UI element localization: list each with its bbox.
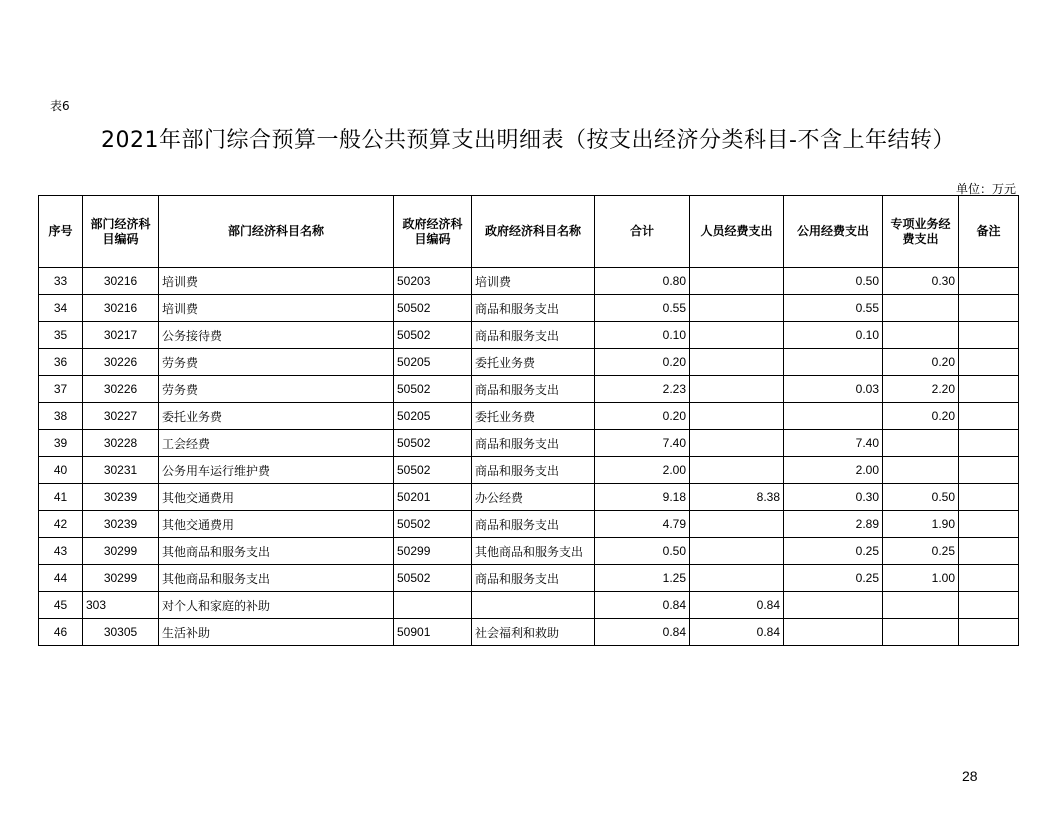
cell-public	[784, 592, 883, 619]
cell-total: 2.00	[595, 457, 690, 484]
cell-gov-code: 50502	[394, 430, 472, 457]
cell-dept-code: 30239	[83, 484, 159, 511]
table-row	[39, 403, 1019, 430]
cell-personnel	[690, 565, 784, 592]
cell-gov-name: 委托业务费	[472, 349, 595, 376]
cell-personnel	[690, 538, 784, 565]
cell-personnel: 0.84	[690, 619, 784, 646]
table-row	[39, 376, 1019, 403]
cell-remark	[959, 376, 1019, 403]
cell-seq: 33	[39, 268, 83, 295]
cell-gov-code: 50203	[394, 268, 472, 295]
table-row	[39, 457, 1019, 484]
cell-seq: 40	[39, 457, 83, 484]
table-row	[39, 511, 1019, 538]
cell-seq: 38	[39, 403, 83, 430]
cell-public: 0.25	[784, 565, 883, 592]
cell-public: 0.50	[784, 268, 883, 295]
cell-special: 0.25	[883, 538, 959, 565]
cell-dept-name: 对个人和家庭的补助	[159, 592, 394, 619]
cell-seq: 43	[39, 538, 83, 565]
cell-seq: 42	[39, 511, 83, 538]
table-row	[39, 538, 1019, 565]
cell-total: 0.55	[595, 295, 690, 322]
cell-remark	[959, 538, 1019, 565]
table-row	[39, 322, 1019, 349]
cell-dept-name: 培训费	[159, 268, 394, 295]
cell-public: 0.55	[784, 295, 883, 322]
cell-special	[883, 295, 959, 322]
cell-total: 1.25	[595, 565, 690, 592]
cell-gov-code: 50502	[394, 511, 472, 538]
cell-gov-name: 其他商品和服务支出	[472, 538, 595, 565]
header-seq: 序号	[39, 196, 83, 268]
cell-dept-name: 劳务费	[159, 349, 394, 376]
cell-gov-name: 商品和服务支出	[472, 376, 595, 403]
table-row	[39, 430, 1019, 457]
cell-personnel	[690, 403, 784, 430]
cell-gov-code: 50502	[394, 295, 472, 322]
header-personnel: 人员经费支出	[690, 196, 784, 268]
header-public: 公用经费支出	[784, 196, 883, 268]
cell-personnel: 8.38	[690, 484, 784, 511]
cell-gov-name: 商品和服务支出	[472, 511, 595, 538]
cell-public	[784, 619, 883, 646]
cell-gov-name: 商品和服务支出	[472, 322, 595, 349]
cell-gov-code: 50502	[394, 322, 472, 349]
cell-dept-name: 其他商品和服务支出	[159, 538, 394, 565]
cell-seq: 45	[39, 592, 83, 619]
document-title: 2021年部门综合预算一般公共预算支出明细表（按支出经济分类科目-不含上年结转）	[101, 128, 955, 153]
cell-remark	[959, 619, 1019, 646]
table-row	[39, 565, 1019, 592]
cell-gov-name: 商品和服务支出	[472, 430, 595, 457]
cell-special	[883, 619, 959, 646]
cell-remark	[959, 565, 1019, 592]
cell-dept-name: 其他交通费用	[159, 484, 394, 511]
cell-dept-code: 30239	[83, 511, 159, 538]
cell-total: 0.10	[595, 322, 690, 349]
cell-total: 7.40	[595, 430, 690, 457]
cell-seq: 35	[39, 322, 83, 349]
header-gov-code: 政府经济科目编码	[394, 196, 472, 268]
table-label: 表6	[50, 99, 70, 113]
cell-gov-code	[394, 592, 472, 619]
cell-gov-name: 办公经费	[472, 484, 595, 511]
cell-special	[883, 322, 959, 349]
cell-personnel	[690, 457, 784, 484]
cell-total: 0.84	[595, 619, 690, 646]
cell-remark	[959, 592, 1019, 619]
cell-special: 0.50	[883, 484, 959, 511]
cell-gov-name: 培训费	[472, 268, 595, 295]
cell-dept-code: 30226	[83, 349, 159, 376]
cell-public: 0.03	[784, 376, 883, 403]
cell-public: 2.89	[784, 511, 883, 538]
cell-personnel: 0.84	[690, 592, 784, 619]
cell-gov-code: 50205	[394, 349, 472, 376]
table-row	[39, 295, 1019, 322]
table-row	[39, 484, 1019, 511]
cell-gov-code: 50901	[394, 619, 472, 646]
cell-special: 0.20	[883, 403, 959, 430]
table-header-row	[39, 196, 1019, 268]
cell-dept-name: 其他交通费用	[159, 511, 394, 538]
budget-table	[38, 195, 1019, 646]
cell-total: 0.20	[595, 349, 690, 376]
cell-special: 0.30	[883, 268, 959, 295]
cell-seq: 44	[39, 565, 83, 592]
cell-dept-code: 30299	[83, 538, 159, 565]
cell-special: 1.90	[883, 511, 959, 538]
cell-seq: 37	[39, 376, 83, 403]
cell-gov-code: 50201	[394, 484, 472, 511]
cell-personnel	[690, 430, 784, 457]
cell-public	[784, 403, 883, 430]
cell-dept-code: 30217	[83, 322, 159, 349]
cell-special: 0.20	[883, 349, 959, 376]
cell-public: 7.40	[784, 430, 883, 457]
page-number: 28	[962, 768, 978, 784]
cell-special	[883, 592, 959, 619]
cell-dept-name: 培训费	[159, 295, 394, 322]
header-remark: 备注	[959, 196, 1019, 268]
cell-dept-name: 生活补助	[159, 619, 394, 646]
table-body	[39, 268, 1019, 646]
cell-personnel	[690, 376, 784, 403]
cell-total: 2.23	[595, 376, 690, 403]
cell-dept-name: 工会经费	[159, 430, 394, 457]
cell-seq: 46	[39, 619, 83, 646]
cell-seq: 39	[39, 430, 83, 457]
cell-gov-name: 委托业务费	[472, 403, 595, 430]
header-dept-name: 部门经济科目名称	[159, 196, 394, 268]
cell-total: 0.84	[595, 592, 690, 619]
header-dept-code: 部门经济科目编码	[83, 196, 159, 268]
table-row	[39, 592, 1019, 619]
cell-public: 0.25	[784, 538, 883, 565]
cell-dept-name: 公务接待费	[159, 322, 394, 349]
cell-dept-code: 30226	[83, 376, 159, 403]
cell-gov-name: 社会福利和救助	[472, 619, 595, 646]
cell-personnel	[690, 268, 784, 295]
cell-remark	[959, 457, 1019, 484]
cell-personnel	[690, 322, 784, 349]
cell-personnel	[690, 295, 784, 322]
header-gov-name: 政府经济科目名称	[472, 196, 595, 268]
cell-dept-code: 30305	[83, 619, 159, 646]
cell-remark	[959, 349, 1019, 376]
cell-dept-code: 303	[83, 592, 159, 619]
cell-dept-code: 30227	[83, 403, 159, 430]
cell-dept-name: 委托业务费	[159, 403, 394, 430]
cell-gov-code: 50502	[394, 457, 472, 484]
cell-total: 9.18	[595, 484, 690, 511]
header-special: 专项业务经费支出	[883, 196, 959, 268]
table-row	[39, 349, 1019, 376]
cell-total: 0.20	[595, 403, 690, 430]
cell-dept-name: 劳务费	[159, 376, 394, 403]
cell-gov-name: 商品和服务支出	[472, 295, 595, 322]
cell-gov-code: 50299	[394, 538, 472, 565]
cell-dept-code: 30299	[83, 565, 159, 592]
cell-gov-code: 50205	[394, 403, 472, 430]
cell-seq: 41	[39, 484, 83, 511]
cell-special: 1.00	[883, 565, 959, 592]
cell-gov-name: 商品和服务支出	[472, 457, 595, 484]
cell-special	[883, 457, 959, 484]
cell-public: 0.30	[784, 484, 883, 511]
cell-gov-code: 50502	[394, 376, 472, 403]
cell-remark	[959, 322, 1019, 349]
cell-remark	[959, 430, 1019, 457]
cell-total: 0.80	[595, 268, 690, 295]
cell-remark	[959, 403, 1019, 430]
table-row	[39, 619, 1019, 646]
cell-total: 0.50	[595, 538, 690, 565]
cell-gov-name: 商品和服务支出	[472, 565, 595, 592]
cell-remark	[959, 295, 1019, 322]
cell-special	[883, 430, 959, 457]
cell-personnel	[690, 349, 784, 376]
cell-remark	[959, 511, 1019, 538]
cell-dept-code: 30216	[83, 295, 159, 322]
cell-dept-name: 公务用车运行维护费	[159, 457, 394, 484]
cell-dept-name: 其他商品和服务支出	[159, 565, 394, 592]
cell-remark	[959, 268, 1019, 295]
unit-label: 单位：万元	[955, 182, 1016, 196]
table-row	[39, 268, 1019, 295]
cell-public: 0.10	[784, 322, 883, 349]
cell-gov-name	[472, 592, 595, 619]
cell-dept-code: 30228	[83, 430, 159, 457]
cell-dept-code: 30216	[83, 268, 159, 295]
cell-special: 2.20	[883, 376, 959, 403]
cell-public: 2.00	[784, 457, 883, 484]
cell-total: 4.79	[595, 511, 690, 538]
cell-personnel	[690, 511, 784, 538]
cell-remark	[959, 484, 1019, 511]
cell-gov-code: 50502	[394, 565, 472, 592]
cell-seq: 36	[39, 349, 83, 376]
header-total: 合计	[595, 196, 690, 268]
cell-seq: 34	[39, 295, 83, 322]
cell-public	[784, 349, 883, 376]
cell-dept-code: 30231	[83, 457, 159, 484]
